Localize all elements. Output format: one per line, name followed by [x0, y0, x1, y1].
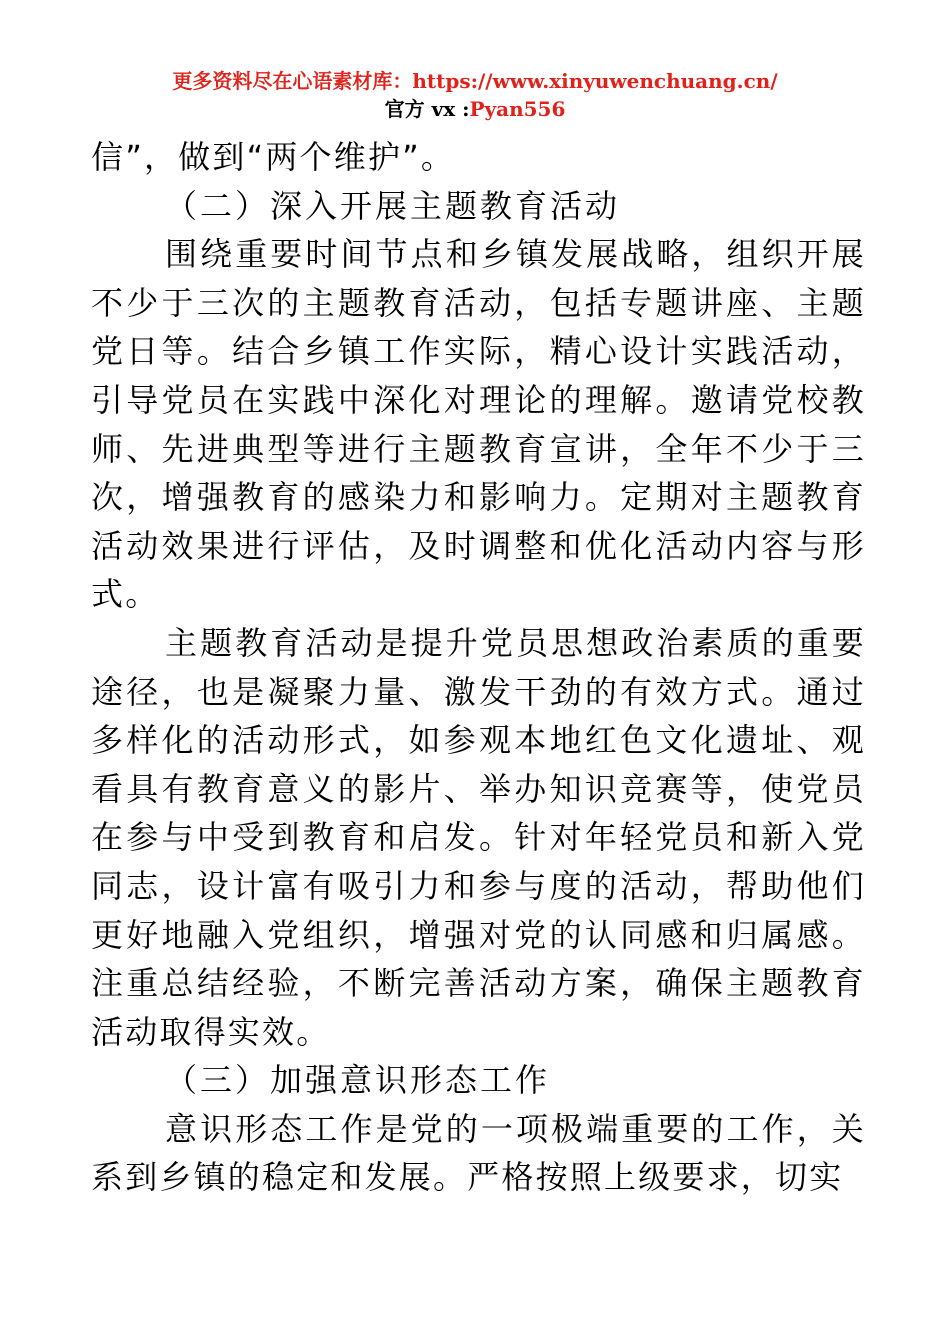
- section-heading-3: （三）加强意识形态工作: [165, 1061, 551, 1100]
- contact-label: 官方 vx :: [384, 97, 470, 121]
- paragraph: 主题教育活动是提升党员思想政治素质的重要途径，也是凝聚力量、激发干劲的有效方式。通过多样化的活动形式，如参观本地红色文化遗址、观看具有教育意义的影片、举办知识竞赛等，使党员在参与中受到教育和启发。针对年轻党员和新入党同志，设计富有吸引力和参与度的活动，帮助他们更好地融入党组织，增强对党的认同感和归属感。注重总结经验，不断完善活动方案，确保主题教育活动取得实效。: [91, 623, 866, 1051]
- document-body: [91, 133, 866, 1202]
- contact-line: [0, 96, 950, 122]
- paragraph-continuation: 信”，做到“两个维护”。: [91, 138, 456, 176]
- paragraph: 围绕重要时间节点和乡镇发展战略，组织开展不少于三次的主题教育活动，包括专题讲座、主题党日等。结合乡镇工作实际，精心设计实践活动，引导党员在实践中深化对理论的理解。邀请党校教师、先进典型等进行主题教育宣讲，全年不少于三次，增强教育的感染力和影响力。定期对主题教育活动效果进行评估，及时调整和优化活动内容与形式。: [91, 235, 866, 614]
- promo-text: 更多资料尽在心语素材库：: [172, 69, 413, 93]
- contact-id: Pyan556: [469, 97, 566, 121]
- promo-line: [0, 68, 950, 94]
- section-heading-2: （二）深入开展主题教育活动: [165, 186, 621, 225]
- paragraph: 意识形态工作是党的一项极端重要的工作，关系到乡镇的稳定和发展。严格按照上级要求，切实: [91, 1109, 866, 1197]
- promo-url[interactable]: https://www.xinyuwenchuang.cn/: [412, 69, 778, 93]
